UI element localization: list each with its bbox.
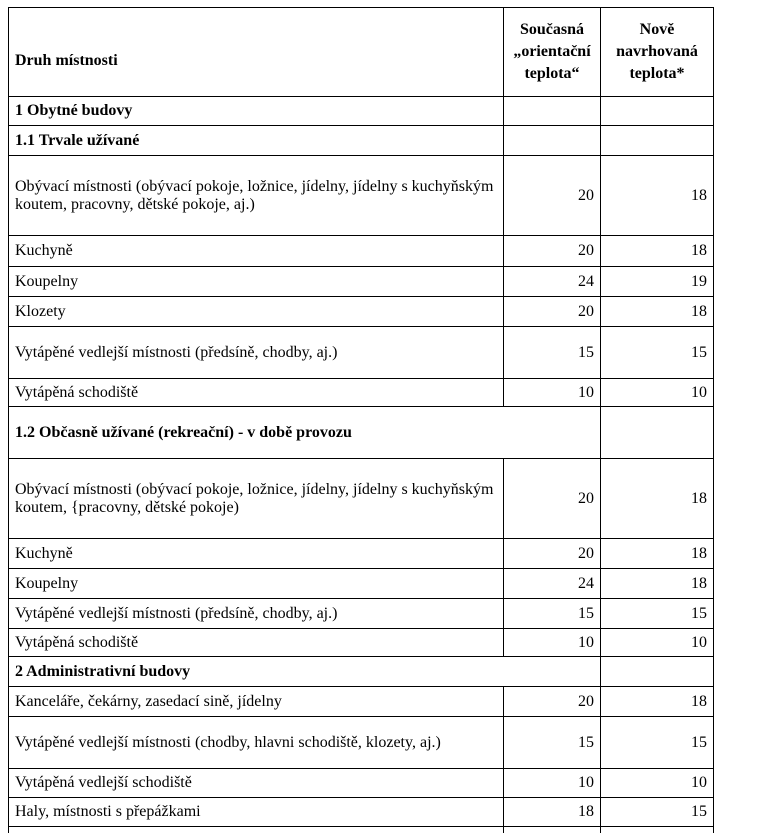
proposed-temperature-cell: 15 xyxy=(601,599,714,629)
table-row xyxy=(9,629,714,657)
room-type-cell: Vytápěné vedlejší místnosti (předsíně, chodby, aj.) xyxy=(9,327,504,379)
current-temperature-cell: 10 xyxy=(504,629,601,657)
section-label: 2 Administrativní budovy xyxy=(9,657,601,687)
proposed-temperature-cell: 15 xyxy=(601,327,714,379)
table-row xyxy=(9,156,714,236)
room-type-cell: Vytápěné vedlejší místnosti (chodby, hlavni schodiště, klozety, aj.) xyxy=(9,717,504,769)
table-row xyxy=(9,569,714,599)
room-type-cell: Vytápěné vedlejší místnosti (předsíně, chodby, aj.) xyxy=(9,599,504,629)
current-temperature-cell: 20 xyxy=(504,539,601,569)
current-temperature-cell: 10 xyxy=(504,379,601,407)
proposed-temperature-cell: 18 xyxy=(601,156,714,236)
section-row xyxy=(9,407,714,459)
table-row xyxy=(9,599,714,629)
current-temperature-cell: 15 xyxy=(504,327,601,379)
table-row-cut-off xyxy=(9,827,714,833)
table-row xyxy=(9,717,714,769)
proposed-temperature-cell: 18 xyxy=(601,459,714,539)
room-type-cell: Obývací místnosti (obývací pokoje, ložnice, jídelny, jídelny s kuchyňským koutem, pracovny, dětské pokoje, aj.) xyxy=(9,156,504,236)
section-label: 1.1 Trvale užívané xyxy=(9,126,504,156)
room-type-cell: Kuchyně xyxy=(9,236,504,267)
current-temperature-cell: 24 xyxy=(504,267,601,297)
current-temperature-cell: 20 xyxy=(504,687,601,717)
proposed-temperature-cell: 10 xyxy=(601,379,714,407)
table-row xyxy=(9,379,714,407)
room-type-cell: Obývací místnosti (obývací pokoje, ložnice, jídelny, jídelny s kuchyňským koutem, {pracovny, dětské pokoje) xyxy=(9,459,504,539)
proposed-temperature-cell: 19 xyxy=(601,267,714,297)
current-temperature-cell: 20 xyxy=(504,297,601,327)
column-header-current-temperature: Současná „orientační teplota“ xyxy=(504,8,601,97)
table-row xyxy=(9,687,714,717)
column-header-room-type: Druh místnosti xyxy=(9,8,504,97)
room-type-cell: Koupelny xyxy=(9,267,504,297)
room-type-cell: Haly, místnosti s přepážkami xyxy=(9,798,504,827)
table-row xyxy=(9,267,714,297)
proposed-temperature-cell: 18 xyxy=(601,569,714,599)
room-type-cell: Kanceláře, čekárny, zasedací sině, jídelny xyxy=(9,687,504,717)
table-row xyxy=(9,798,714,827)
room-type-cell: Vytápěná schodiště xyxy=(9,379,504,407)
proposed-temperature-cell: 10 xyxy=(601,769,714,798)
section-label: 1.2 Občasně užívané (rekreační) - v době provozu xyxy=(9,407,601,459)
current-temperature-cell: 10 xyxy=(504,769,601,798)
current-temperature-cell: 20 xyxy=(504,459,601,539)
section-label: 1 Obytné budovy xyxy=(9,97,504,126)
column-header-proposed-temperature: Nově navrhovaná teplota* xyxy=(601,8,714,97)
proposed-temperature-cell: 18 xyxy=(601,297,714,327)
proposed-temperature-cell: 18 xyxy=(601,539,714,569)
current-temperature-cell: 15 xyxy=(504,717,601,769)
proposed-temperature-cell: 10 xyxy=(601,629,714,657)
section-row xyxy=(9,657,714,687)
table-row xyxy=(9,539,714,569)
current-temperature-cell: 20 xyxy=(504,236,601,267)
table-row xyxy=(9,769,714,798)
current-temperature-cell: 15 xyxy=(504,599,601,629)
room-type-cell: Koupelny xyxy=(9,569,504,599)
proposed-temperature-cell: 15 xyxy=(601,717,714,769)
table-row xyxy=(9,327,714,379)
current-temperature-cell: 24 xyxy=(504,569,601,599)
temperature-table xyxy=(8,7,714,833)
current-temperature-cell: 20 xyxy=(504,156,601,236)
room-type-cell: Vytápěná schodiště xyxy=(9,629,504,657)
table-row xyxy=(9,297,714,327)
room-type-cell: Kuchyně xyxy=(9,539,504,569)
proposed-temperature-cell: 18 xyxy=(601,687,714,717)
current-temperature-cell: 18 xyxy=(504,798,601,827)
proposed-temperature-cell: 15 xyxy=(601,798,714,827)
table-row xyxy=(9,236,714,267)
section-row xyxy=(9,126,714,156)
proposed-temperature-cell: 18 xyxy=(601,236,714,267)
section-row xyxy=(9,97,714,126)
room-type-cell: Klozety xyxy=(9,297,504,327)
table-header-row xyxy=(9,8,714,97)
table-row xyxy=(9,459,714,539)
room-type-cell: Vytápěná vedlejší schodiště xyxy=(9,769,504,798)
